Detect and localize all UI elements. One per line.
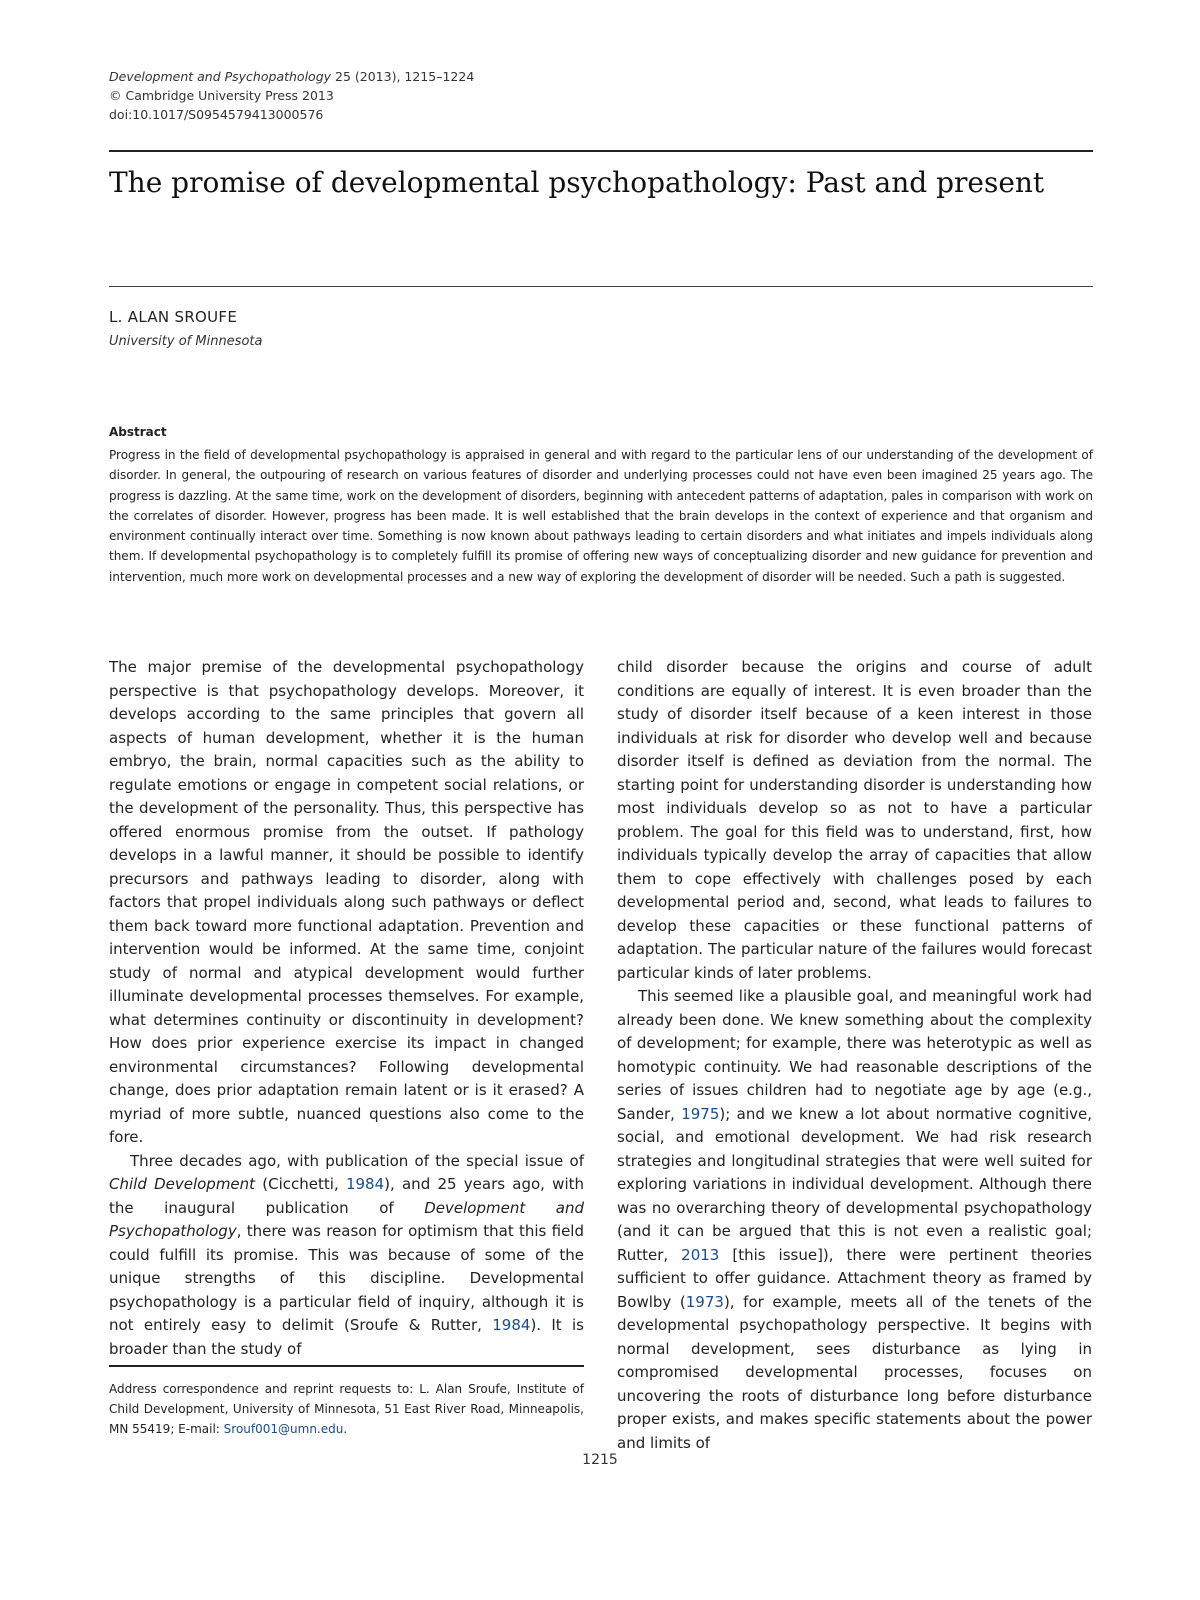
page-number: 1215 [582,1452,618,1468]
body-column-left [109,656,584,1358]
author-affiliation: University of Minnesota [109,334,263,349]
paragraph: The major premise of the developmental psychopathology perspective is that psychopathology develops. Moreover, it develops according to the same principles that govern all aspects of human development, whether it is the human embryo, the brain, normal capacities such as the ability to regulate emotions or engage in competent social relations, or the development of the personality. Thus, this perspective has offered enormous promise from the outset. If pathology develops in a lawful manner, it should be possible to identify precursors and pathways leading to disorder, along with factors that propel individuals along such pathways or deflect them back toward more functional adaptation. Prevention and intervention would be informed. At the same time, conjoint study of normal and atypical development would further illuminate developmental processes themselves. For example, what determines continuity or discontinuity in development? How does prior experience exercise its impact in changed environmental circumstances? Following developmental change, does prior adaptation remain latent or is it erased? A myriad of more subtle, nuanced questions also come to the fore. [109,658,584,1146]
title-bottom-rule [109,286,1093,287]
abstract-text: Progress in the field of developmental psychopathology is appraised in general and with regard to the particular lens of our understanding of the development of disorder. In general, the outpouring of research on various features of disorder and underlying processes could not have even been imagined 25 years ago. The progress is dazzling. At the same time, work on the development of disorders, beginning with antecedent patterns of adaptation, pales in comparison with work on the correlates of disorder. However, progress has been made. It is well established that the brain develops in the context of experience and that organism and environment continually interact over time. Something is now known about pathways leading to certain disorders and what initiates and impels individuals along them. If developmental psychopathology is to completely fulfill its promise of offering new ways of conceptualizing disorder and new guidance for prevention and intervention, much more work on developmental processes and a new way of exploring the development of disorder will be needed. Such a path is suggested. [109,448,1093,584]
journal-details: 25 (2013), 1215–1224 [331,69,475,84]
email-link[interactable]: Srouf001@umn.edu [223,1422,344,1436]
journal-title-italic: Child Development [109,1175,256,1193]
journal-name: Development and Psychopathology [109,69,332,84]
citation-link[interactable]: 1975 [681,1104,720,1123]
journal-citation [109,67,474,86]
article-title: The promise of developmental psychopathology: Past and present [109,166,1045,199]
paragraph: child disorder because the origins and course of adult conditions are equally of interest. It is even broader than the study of disorder itself because of a keen interest in those individuals at risk for disorder who develop well and because disorder itself is defined as deviation from the normal. The starting point for understanding disorder is understanding how most individuals develop so as not to have a particular problem. The goal for this field was to understand, first, how individuals typically develop the array of capacities that allow them to cope effectively with challenges posed by each developmental period and, second, what leads to failures to develop these capacities or these functional patterns of adaptation. The particular nature of the failures would forecast particular kinds of later problems. [617,658,1092,982]
author-name: L. ALAN SROUFE [109,308,238,326]
citation-link[interactable]: 1984 [492,1316,531,1334]
body-column-right [617,656,1093,1452]
citation-link[interactable]: 2013 [681,1245,720,1264]
citation-link[interactable]: 1984 [345,1175,385,1193]
paragraph: Three decades ago, with publication of the special issue of Child Development (Cicchetti, 1984), and 25 years ago, with the inaugural publication of Development and Psychopathology, there was reason for optimism that this field could fulfill its promise. This was because of some of the unique strengths of this discipline. Developmental psychopathology is a particular field of inquiry, although it is not entirely easy to delimit (Sroufe & Rutter, 1984). It is broader than the study of [109,1151,584,1358]
footnote-rule [109,1365,584,1367]
journal-title-italic: Development and Psychopathology [109,1198,584,1240]
title-top-rule [109,150,1093,152]
doi: doi:10.1017/S0954579413000576 [109,107,324,122]
copyright: © Cambridge University Press 2013 [109,88,334,103]
journal-header [109,67,474,124]
abstract-heading: Abstract [109,425,167,439]
footnote: Address correspondence and reprint requests to: L. Alan Sroufe, Institute of Child Development, University of Minnesota, 51 East River Road, Minneapolis, MN 55419; E-mail: Srouf001@umn.edu. [109,1382,584,1436]
paragraph: This seemed like a plausible goal, and meaningful work had already been done. We knew something about the complexity of development; for example, there was heterotypic as well as homotypic continuity. We had reasonable descriptions of the series of issues children had to negotiate age by age (e.g., Sander, 1975); and we knew a lot about normative cognitive, social, and emotional development. We had risk research strategies and longitudinal strategies that were well suited for exploring variations in individual development. Although there was no overarching theory of developmental psychopathology (and it can be argued that this is not even a realistic goal; Rutter, 2013 [this issue]), there were pertinent theories sufficient to offer guidance. Attachment theory as framed by Bowlby (1973), for example, meets all of the tenets of the developmental psychopathology perspective. It begins with normal development, sees disturbance as lying in compromised developmental processes, focuses on uncovering the roots of disturbance long before disturbance proper exists, and makes specific statements about the power and limits of [617,987,1093,1452]
citation-link[interactable]: 1973 [685,1292,724,1311]
